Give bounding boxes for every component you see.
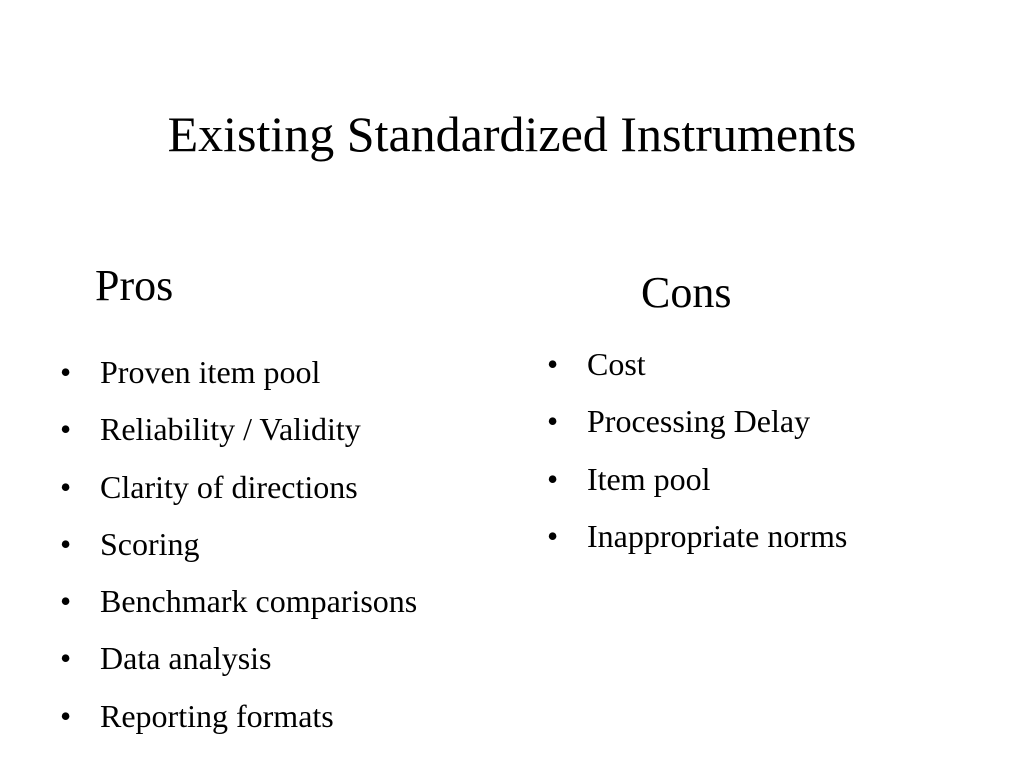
bullet-icon: • xyxy=(60,468,72,505)
pros-item-text: Reporting formats xyxy=(100,697,334,734)
pros-item-text: Clarity of directions xyxy=(100,468,358,505)
bullet-icon: • xyxy=(547,346,559,382)
bullet-icon: • xyxy=(547,460,559,497)
cons-item-text: Processing Delay xyxy=(587,403,811,440)
cons-item-text: Cost xyxy=(587,346,646,382)
pros-item-text: Scoring xyxy=(100,525,200,562)
cons-heading: Cons xyxy=(641,268,732,317)
pros-item-text: Benchmark comparisons xyxy=(100,583,418,620)
bullet-icon: • xyxy=(60,525,72,562)
cons-item-text: Item pool xyxy=(587,460,711,497)
pros-item-text: Reliability / Validity xyxy=(100,411,361,448)
cons-item-text: Inappropriate norms xyxy=(587,517,848,554)
bullet-icon: • xyxy=(60,354,72,390)
bullet-icon: • xyxy=(60,640,72,677)
slide-title: Existing Standardized Instruments xyxy=(167,106,857,162)
pros-item-text: Data analysis xyxy=(100,640,272,677)
bullet-icon: • xyxy=(547,403,559,440)
bullet-icon: • xyxy=(60,697,72,734)
bullet-icon: • xyxy=(547,517,559,554)
bullet-icon: • xyxy=(60,583,72,620)
pros-item-text: Proven item pool xyxy=(100,354,321,390)
bullet-icon: • xyxy=(60,411,72,448)
pros-heading: Pros xyxy=(95,261,174,310)
